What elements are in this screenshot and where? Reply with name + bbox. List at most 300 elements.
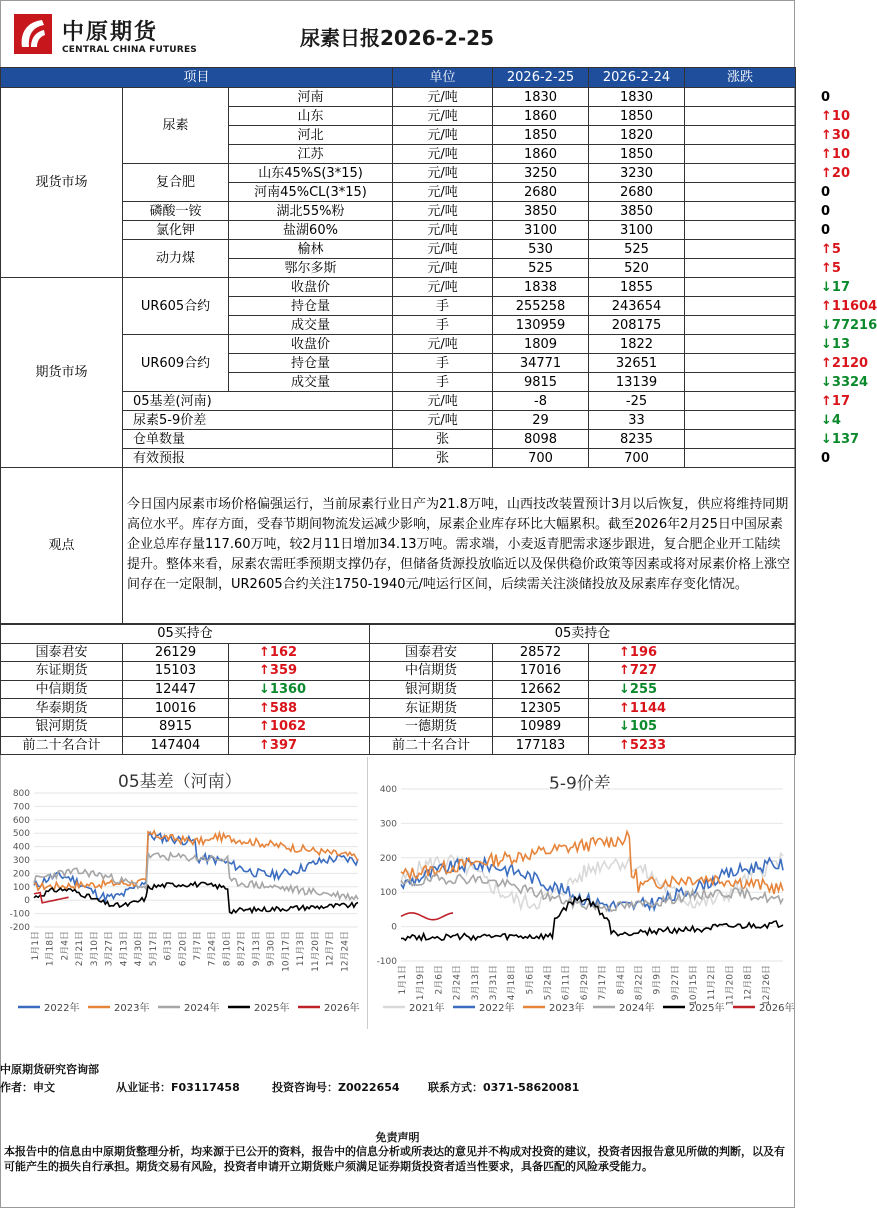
x-tick-label: 1月1日 [398,965,408,995]
contract-name: UR609合约 [123,335,229,392]
view-label: 观点 [1,468,123,624]
header-item: 项目 [1,68,393,88]
buy-broker: 前二十名合计 [1,736,123,755]
value-prev: 2680 [589,183,685,202]
view-row [1,468,796,624]
x-tick-label: 4月13日 [119,931,130,967]
change-value: ↓137 [821,431,860,447]
change-value: ↑5233 [619,737,667,753]
unit: 元/吨 [393,411,493,430]
sell-change [589,699,796,718]
charts-area [0,757,795,1029]
buy-volume: 147404 [123,736,229,755]
section-spot-market: 现货市场 [1,88,123,278]
change-number: 4 [831,412,841,428]
unit: 元/吨 [393,335,493,354]
series-2025-line [401,897,783,940]
change-cell [685,411,841,430]
position-row [1,736,796,755]
change-value: ↑20 [821,165,851,181]
unit: 元/吨 [393,145,493,164]
spec-name: 湖北55%粉 [229,202,393,221]
x-tick-label: 7月7日 [193,931,203,961]
legend-label: 2023年 [549,1003,585,1014]
change-cell [685,392,851,411]
sell-volume: 177183 [493,736,589,755]
unit: 手 [393,373,493,392]
value-prev: 1850 [589,145,685,164]
value-today: 3250 [493,164,589,183]
value-today: 1860 [493,145,589,164]
change-cell [685,449,831,468]
contract-name: UR605合约 [123,278,229,335]
unit: 手 [393,297,493,316]
value-today: 2680 [493,183,589,202]
buy-broker: 国泰君安 [1,643,123,662]
logo-chinese-name: 中原期货 [62,20,159,45]
change-value: ↑1062 [259,719,307,735]
x-tick-label: 9月27日 [670,965,681,1001]
change-number: 162 [269,644,298,660]
value-prev: 33 [589,411,685,430]
sell-broker: 一德期货 [370,717,493,736]
spec-name: 盐湖60% [229,221,393,240]
header-change: 涨跌 [685,68,796,88]
value-today: 1809 [493,335,589,354]
disclaimer-title: 免责声明 [375,1131,420,1144]
buy-broker: 东证期货 [1,662,123,681]
change-value: ↑162 [259,644,298,660]
legend-label: 2026年 [759,1003,795,1014]
metric-name: 成交量 [229,316,393,335]
y-tick-label: 600 [12,815,30,826]
change-value: ↑397 [259,737,298,753]
change-value: ↑359 [259,663,298,679]
y-tick-label: 200 [12,869,30,880]
x-tick-label: 2月21日 [75,931,86,967]
change-number: 77216 [831,317,877,333]
y-tick-label: 800 [12,789,30,799]
metric-name: 仓单数量 [123,430,393,449]
x-tick-label: 3月31日 [488,965,499,1001]
change-value: ↑588 [259,700,298,716]
section-futures-market: 期货市场 [1,278,123,468]
series-2026-line [34,893,69,903]
value-today: 530 [493,240,589,259]
x-tick-label: 2月4日 [60,931,71,961]
change-cell [685,145,851,164]
sell-volume: 17016 [493,662,589,681]
x-tick-label: 7月24日 [207,931,218,967]
legend-label: 2024年 [619,1003,655,1014]
buy-change [229,643,370,662]
x-tick-label: 10月17日 [281,931,292,972]
series-2026-line [401,913,453,920]
y-tick-label: -100 [376,957,397,967]
spec-name: 榆林 [229,240,393,259]
value-prev: 525 [589,240,685,259]
x-tick-label: 7月17日 [598,965,609,1001]
sell-volume: 28572 [493,643,589,662]
value-prev: 700 [589,449,685,468]
positions-title-row [1,625,796,644]
sell-broker: 银河期货 [370,680,493,699]
change-value: ↑2120 [821,355,869,371]
x-tick-label: 8月22日 [634,965,645,1001]
change-number: 13 [831,336,851,352]
legend-label: 2024年 [184,1003,220,1014]
change-number: 0 [821,222,831,238]
product-name: 复合肥 [123,164,229,202]
change-number: 3324 [831,374,869,390]
change-number: 20 [831,165,851,181]
buy-volume: 12447 [123,680,229,699]
change-cell [685,354,869,373]
value-today: 9815 [493,373,589,392]
y-tick-label: 400 [12,842,30,853]
change-value: ↑17 [821,393,851,409]
change-number: 5 [831,241,841,257]
change-number: 17 [831,393,851,409]
y-tick-label: 0 [391,922,397,933]
spread-chart-title: 5-9价差 [549,774,611,794]
change-value: ↓255 [619,682,658,698]
position-row [1,699,796,718]
value-prev: 520 [589,259,685,278]
unit: 元/吨 [393,202,493,221]
value-prev: 3230 [589,164,685,183]
change-number: 0 [821,203,831,219]
x-tick-label: 8月27日 [237,931,248,967]
x-tick-label: 6月3日 [163,931,174,961]
certificate-no: 从业证书：F03117458 [116,1081,240,1094]
position-row [1,662,796,681]
sell-change [589,736,796,755]
table-header-row [1,68,796,88]
x-tick-label: 2月24日 [452,965,463,1001]
unit: 元/吨 [393,126,493,145]
change-number: 10 [831,108,851,124]
buy-broker: 华泰期货 [1,699,123,718]
spec-name: 山东45%S(3*15) [229,164,393,183]
positions-table [0,624,796,755]
header-date-2: 2026-2-24 [589,68,685,88]
sell-change [589,680,796,699]
value-today: 1830 [493,88,589,107]
change-cell [685,278,851,297]
metric-name: 收盘价 [229,278,393,297]
change-number: 17 [831,279,851,295]
change-value: ↓4 [821,412,841,428]
value-prev: 208175 [589,316,685,335]
unit: 张 [393,430,493,449]
value-prev: 1822 [589,335,685,354]
value-today: 1850 [493,126,589,145]
value-prev: 3850 [589,202,685,221]
buy-volume: 15103 [123,662,229,681]
x-tick-label: 8月10日 [222,931,233,967]
change-number: 10 [831,146,851,162]
buy-volume: 8915 [123,717,229,736]
value-today: 8098 [493,430,589,449]
y-tick-label: 300 [379,819,397,830]
change-number: 5 [831,260,841,276]
y-tick-label: 700 [12,802,30,813]
legend-label: 2026年 [324,1003,360,1014]
position-row [1,643,796,662]
x-tick-label: 9月30日 [266,931,277,967]
x-tick-label: 5月24日 [543,965,554,1001]
buy-change [229,699,370,718]
metric-name: 持仓量 [229,354,393,373]
x-tick-label: 4月18日 [507,965,518,1001]
legend-label: 2025年 [689,1003,725,1014]
unit: 元/吨 [393,259,493,278]
unit: 元/吨 [393,164,493,183]
value-today: 255258 [493,297,589,316]
legend-label: 2021年 [409,1003,445,1014]
change-value: ↑10 [821,146,851,162]
change-number: 0 [821,89,831,105]
change-value: ↓77216 [821,317,877,333]
sell-broker: 国泰君安 [370,643,493,662]
buy-broker: 中信期货 [1,680,123,699]
change-cell [685,202,831,221]
sell-positions-title: 05卖持仓 [370,625,796,644]
x-tick-label: 1月18日 [45,931,56,967]
legend-label: 2025年 [254,1003,290,1014]
value-prev: 8235 [589,430,685,449]
y-tick-label: 100 [379,888,397,899]
x-tick-label: 1月1日 [31,931,41,961]
sell-broker: 前二十名合计 [370,736,493,755]
change-value: ↑1144 [619,700,667,716]
change-cell [685,126,851,145]
value-today: 3850 [493,202,589,221]
change-value: ↓1360 [259,682,307,698]
change-value: ↓17 [821,279,851,295]
sell-broker: 中信期货 [370,662,493,681]
metric-name: 有效预报 [123,449,393,468]
y-tick-label: 0 [24,896,30,907]
contact-info: 联系方式：0371-58620081 [428,1081,580,1094]
buy-broker: 银河期货 [1,717,123,736]
x-tick-label: 5月6日 [525,965,536,995]
unit: 元/吨 [393,240,493,259]
value-prev: 13139 [589,373,685,392]
spec-name: 河南45%CL(3*15) [229,183,393,202]
change-number: 30 [831,127,851,143]
unit: 张 [393,449,493,468]
product-name: 动力煤 [123,240,229,278]
change-value: ↑5 [821,241,841,257]
change-cell [685,297,877,316]
sell-change [589,662,796,681]
x-tick-label: 3月13日 [470,965,481,1001]
x-tick-label: 3月10日 [89,931,100,967]
unit: 元/吨 [393,183,493,202]
value-today: 525 [493,259,589,278]
sell-change [589,717,796,736]
x-tick-label: 8月4日 [616,965,627,995]
value-prev: -25 [589,392,685,411]
x-tick-label: 9月9日 [652,965,663,995]
x-tick-label: 11月20日 [725,965,736,1006]
position-row [1,717,796,736]
change-number: 0 [821,184,831,200]
value-today: 1838 [493,278,589,297]
x-tick-label: 12月24日 [340,931,351,972]
basis-chart-plot [0,757,368,1029]
unit: 元/吨 [393,221,493,240]
value-today: 34771 [493,354,589,373]
value-prev: 32651 [589,354,685,373]
investment-consult-no: 投资咨询号：Z0022654 [272,1081,400,1094]
disclaimer-text: 本报告中的信息由中原期货整理分析，均来源于已公开的资料，报告中的信息分析或所表达的意见并不构成对投资的建议，投资者因报告意见所做的判断，以及有可能产生的损失自行承担。期货交易有风险，投资者申请开立期货账户须满足证券期货投资者适当性要求，具备匹配的风险承受能力。 [4,1145,785,1173]
unit: 手 [393,354,493,373]
research-dept: 中原期货研究咨询部 [0,1063,99,1076]
value-today: 700 [493,449,589,468]
spot-row [1,88,796,107]
y-tick-label: -100 [9,909,30,920]
value-today: 29 [493,411,589,430]
futures-row [1,278,796,297]
sell-change [589,643,796,662]
change-number: 0 [821,450,831,466]
change-number: 727 [629,663,658,679]
change-cell [685,164,851,183]
value-prev: 243654 [589,297,685,316]
spec-name: 江苏 [229,145,393,164]
author: 作者：申文 [0,1081,55,1094]
metric-name: 成交量 [229,373,393,392]
change-value: ↓105 [619,719,658,735]
change-cell [685,373,869,392]
change-value: ↑11604 [821,298,877,314]
y-tick-label: 500 [12,829,30,840]
change-number: 588 [269,700,298,716]
series-2024-line [401,875,783,912]
unit: 元/吨 [393,392,493,411]
spread-chart [369,757,795,1029]
unit: 元/吨 [393,107,493,126]
change-value [821,204,830,219]
metric-name: 05基差(河南) [123,392,393,411]
x-tick-label: 11月2日 [707,965,718,1001]
change-value: ↑5 [821,260,841,276]
change-value [821,185,830,200]
x-tick-label: 12月7日 [325,931,336,967]
change-value [821,451,830,466]
metric-name: 尿素5-9价差 [123,411,393,430]
buy-positions-title: 05买持仓 [1,625,370,644]
legend-label: 2023年 [114,1003,150,1014]
change-cell [685,88,831,107]
x-tick-label: 3月27日 [104,931,115,967]
sell-broker: 东证期货 [370,699,493,718]
spec-name: 鄂尔多斯 [229,259,393,278]
buy-change [229,717,370,736]
change-value: ↓3324 [821,374,869,390]
header-unit: 单位 [393,68,493,88]
x-tick-label: 12月26日 [761,965,772,1006]
author-info-row [0,1079,795,1095]
change-cell [685,316,877,335]
x-tick-label: 5月17日 [148,931,159,967]
header-date-1: 2026-2-25 [493,68,589,88]
change-value: ↑30 [821,127,851,143]
value-prev: 1830 [589,88,685,107]
x-tick-label: 4月30日 [134,931,145,967]
change-number: 255 [629,682,658,698]
y-tick-label: 200 [379,853,397,864]
x-tick-label: 10月15日 [689,965,700,1006]
buy-volume: 10016 [123,699,229,718]
change-number: 105 [629,719,658,735]
x-tick-label: 11月3日 [296,931,307,967]
change-cell [685,183,831,202]
change-number: 196 [629,644,658,660]
change-cell [685,335,851,354]
x-tick-label: 12月8日 [743,965,754,1001]
view-text: 今日国内尿素市场价格偏强运行，当前尿素行业日产为21.8万吨，山西技改装置预计3月以后恢复，供应将维持同期高位水平。库存方面，受春节期间物流发运减少影响，尿素企业库存环比大幅累积。截至2026年2月25日中国尿素企业总库存量117.60万吨，较2月11日增加34.13万吨。需求端，小麦返青肥需求逐步跟进，复合肥企业开工陆续提升。整体来看，尿素农需旺季预期支撑仍存，但储备货源投放临近以及保供稳价政策等因素或将对尿素价格上涨空间存在一定限制，UR2605合约关注1750-1940元/吨运行区间，后续需关注淡储投放及尿素库存变化情况。 [123,468,796,624]
spec-name: 山东 [229,107,393,126]
change-number: 137 [831,431,860,447]
unit: 手 [393,316,493,335]
y-tick-label: 400 [379,785,397,795]
x-tick-label: 11月20日 [310,931,321,972]
value-today: 1860 [493,107,589,126]
unit: 元/吨 [393,278,493,297]
change-number: 1062 [269,719,307,735]
y-tick-label: 300 [12,856,30,866]
change-number: 1144 [629,700,667,716]
buy-change [229,736,370,755]
position-row [1,680,796,699]
change-value [821,90,830,105]
change-value: ↑196 [619,644,658,660]
unit: 元/吨 [393,88,493,107]
change-number: 2120 [831,355,869,371]
market-table [0,67,877,624]
value-today: -8 [493,392,589,411]
product-name: 氯化钾 [123,221,229,240]
x-tick-label: 6月20日 [178,931,189,967]
y-tick-label: 100 [12,882,30,893]
sell-volume: 12305 [493,699,589,718]
change-cell [685,221,831,240]
change-value: ↑727 [619,663,658,679]
buy-volume: 26129 [123,643,229,662]
value-prev: 1820 [589,126,685,145]
x-tick-label: 9月13日 [251,931,262,967]
change-cell [685,240,841,259]
buy-change [229,662,370,681]
value-prev: 3100 [589,221,685,240]
value-prev: 1855 [589,278,685,297]
change-number: 359 [269,663,298,679]
change-number: 11604 [831,298,877,314]
spread-chart-plot [369,757,795,1029]
spec-name: 河北 [229,126,393,145]
report-header [0,0,795,68]
legend-label: 2022年 [479,1003,515,1014]
logo-english-name: CENTRAL CHINA FUTURES [62,45,197,55]
spec-name: 河南 [229,88,393,107]
value-today: 3100 [493,221,589,240]
change-value: ↑10 [821,108,851,124]
change-cell [685,430,860,449]
